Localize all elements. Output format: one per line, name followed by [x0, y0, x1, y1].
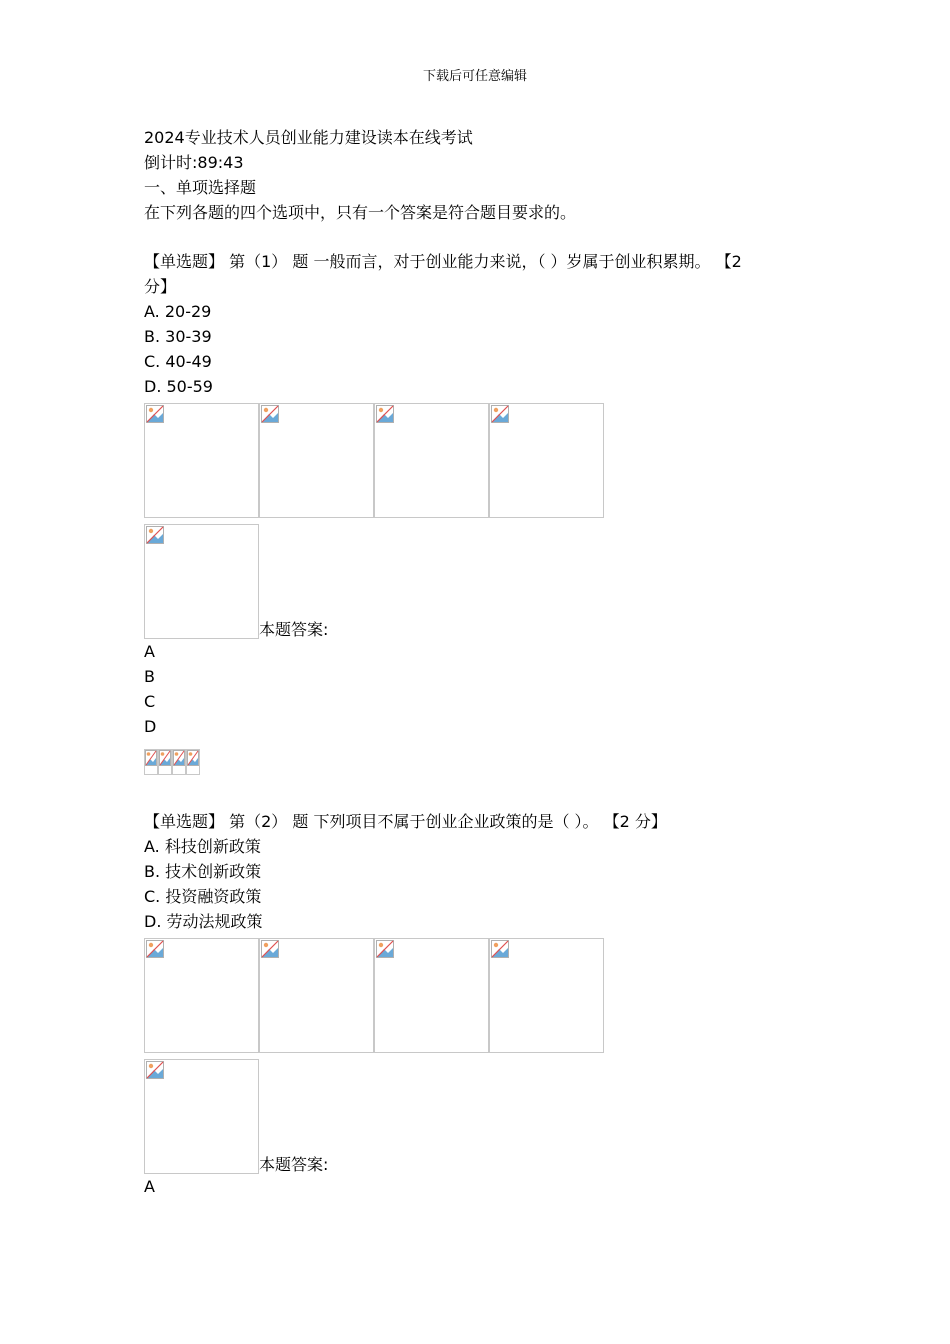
question-stem: 【单选题】 第（2） 题 下列项目不属于创业企业政策的是（ ）。 【2 分】 [144, 812, 667, 831]
broken-image-icon [146, 940, 164, 958]
exam-title: 2024专业技术人员创业能力建设读本在线考试 [144, 128, 473, 147]
broken-image-icon [159, 750, 171, 766]
broken-image-icon [173, 750, 185, 766]
option-a[interactable]: A. 20-29 [144, 302, 212, 321]
option-image-placeholder[interactable] [489, 938, 604, 1053]
section-title: 一、单项选择题 [144, 178, 257, 197]
option-a[interactable]: A. 科技创新政策 [144, 837, 261, 856]
question-1 [144, 249, 824, 775]
answer-choice-b[interactable]: B [144, 667, 155, 686]
option-image-placeholder[interactable] [144, 524, 259, 639]
question-stem: 【单选题】 第（1） 题 一般而言，对于创业能力来说，（ ）岁属于创业积累期。 【2 [144, 252, 742, 271]
answer-row [144, 524, 824, 639]
option-image-placeholder[interactable] [374, 938, 489, 1053]
answer-row [144, 1059, 824, 1174]
option-c[interactable]: C. 投资融资政策 [144, 887, 262, 906]
broken-image-icon [146, 405, 164, 423]
option-d[interactable]: D. 劳动法规政策 [144, 912, 263, 931]
broken-image-icon [376, 405, 394, 423]
broken-image-icon [376, 940, 394, 958]
answer-label: 本题答案: [259, 1155, 329, 1174]
broken-image-icon [491, 940, 509, 958]
answer-image-row [144, 749, 824, 775]
option-c[interactable]: C. 40-49 [144, 352, 212, 371]
answer-label: 本题答案: [259, 620, 329, 639]
broken-image-icon [146, 526, 164, 544]
answer-choice-c[interactable]: C [144, 692, 156, 711]
broken-image-icon [187, 750, 199, 766]
instructions: 在下列各题的四个选项中，只有一个答案是符合题目要求的。 [144, 203, 577, 222]
option-d[interactable]: D. 50-59 [144, 377, 213, 396]
option-b[interactable]: B. 30-39 [144, 327, 212, 346]
countdown-timer: 倒计时:89:43 [144, 153, 244, 172]
answer-image-placeholder[interactable] [158, 749, 172, 775]
broken-image-icon [261, 405, 279, 423]
option-image-placeholder[interactable] [374, 403, 489, 518]
option-image-placeholder[interactable] [259, 938, 374, 1053]
answer-choice-a[interactable]: A [144, 1177, 155, 1196]
option-image-row [144, 938, 824, 1053]
answer-image-placeholder[interactable] [186, 749, 200, 775]
broken-image-icon [491, 405, 509, 423]
option-image-row [144, 403, 824, 518]
question-stem-cont: 分】 [144, 277, 177, 296]
answer-image-placeholder[interactable] [172, 749, 186, 775]
answer-choice-a[interactable]: A [144, 642, 155, 661]
option-image-placeholder[interactable] [489, 403, 604, 518]
option-image-placeholder[interactable] [144, 1059, 259, 1174]
answer-choice-d[interactable]: D [144, 717, 157, 736]
header-note: 下载后可任意编辑 [422, 69, 527, 84]
option-b[interactable]: B. 技术创新政策 [144, 862, 262, 881]
question-2 [144, 809, 824, 1199]
option-image-placeholder[interactable] [144, 938, 259, 1053]
broken-image-icon [145, 750, 157, 766]
answer-image-placeholder[interactable] [144, 749, 158, 775]
exam-content [144, 125, 824, 1199]
broken-image-icon [261, 940, 279, 958]
option-image-placeholder[interactable] [144, 403, 259, 518]
option-image-placeholder[interactable] [259, 403, 374, 518]
broken-image-icon [146, 1061, 164, 1079]
